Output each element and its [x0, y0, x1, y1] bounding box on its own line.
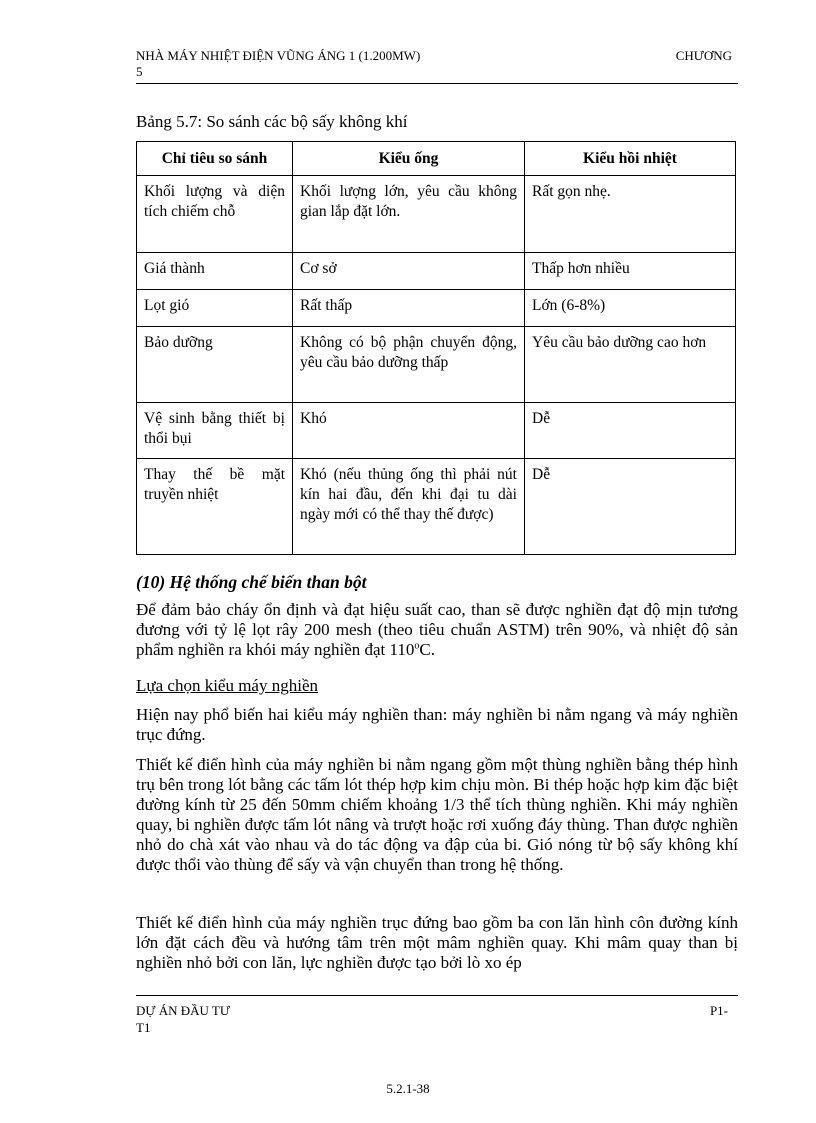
table-row [137, 253, 736, 290]
paragraph-fineness [136, 600, 738, 660]
table-row [137, 327, 736, 403]
paragraph-fineness-text: Để đảm bảo cháy ổn định và đạt hiệu suất cao, than sẽ được nghiền đạt độ mịn tương đương với tỷ lệ lọt rây 200 mesh (theo tiêu chuẩn ASTM) trên 90%, và nhiệt độ sản phẩm nghiền ra khói máy nghiền đạt 110 [136, 600, 738, 659]
subheading-mill-selection: Lựa chọn kiểu máy nghiền [136, 676, 318, 695]
table-cell: Thay thế bề mặt truyền nhiệt [137, 459, 293, 555]
col-header-criteria: Chỉ tiêu so sánh [137, 142, 293, 176]
table-header-row [137, 142, 736, 176]
paragraph-mill-types: Hiện nay phổ biến hai kiểu máy nghiền than: máy nghiền bi nằm ngang và máy nghiền trục đứng. [136, 705, 738, 744]
header-chapter-number: 5 [136, 64, 143, 79]
table-cell: Khối lượng lớn, yêu cầu không gian lắp đặt lớn. [293, 176, 525, 253]
degree-superscript: o [414, 640, 420, 652]
table-cell: Rất gọn nhẹ. [525, 176, 736, 253]
section-heading: (10) Hệ thống chế biến than bột [136, 572, 367, 592]
table-cell: Khó (nếu thủng ống thì phải nút kín hai đầu, đến khi đại tu dài ngày mới có thể thay thế được) [293, 459, 525, 555]
page-number: 5.2.1-38 [386, 1081, 430, 1096]
table-cell: Dễ [525, 403, 736, 459]
table-cell: Thấp hơn nhiều [525, 253, 736, 290]
table-cell: Bảo dưỡng [137, 327, 293, 403]
header-chapter-label: CHƯƠNG [675, 48, 732, 63]
table-row [137, 176, 736, 253]
footer-project-label-cont: T1 [136, 1020, 151, 1035]
header-rule [136, 83, 738, 84]
table-cell: Dễ [525, 459, 736, 555]
footer-part-label: P1- [709, 1003, 728, 1018]
paragraph-fineness-unit: C. [419, 640, 435, 659]
comparison-table [136, 141, 736, 555]
table-cell: Khó [293, 403, 525, 459]
footer-rule [136, 995, 738, 996]
table-cell: Lọt gió [137, 290, 293, 327]
table-row [137, 403, 736, 459]
table-cell: Yêu cầu bảo dưỡng cao hơn [525, 327, 736, 403]
table-cell: Vệ sinh bằng thiết bị thổi bụi [137, 403, 293, 459]
table-cell: Cơ sở [293, 253, 525, 290]
table-cell: Rất thấp [293, 290, 525, 327]
table-cell: Giá thành [137, 253, 293, 290]
col-header-tubular: Kiểu ống [293, 142, 525, 176]
footer-project-label: DỰ ÁN ĐẦU TƯ [136, 1003, 230, 1018]
table-cell: Lớn (6-8%) [525, 290, 736, 327]
table-caption: Bảng 5.7: So sánh các bộ sấy không khí [136, 112, 408, 131]
table-row [137, 290, 736, 327]
col-header-regenerative: Kiểu hồi nhiệt [525, 142, 736, 176]
table-cell: Khối lượng và diện tích chiếm chỗ [137, 176, 293, 253]
table-cell: Không có bộ phận chuyển động, yêu cầu bảo dưỡng thấp [293, 327, 525, 403]
table-row [137, 459, 736, 555]
header-project-title: NHÀ MÁY NHIỆT ĐIỆN VŨNG ÁNG 1 (1.200MW) [136, 48, 421, 63]
paragraph-vertical-mill: Thiết kế điển hình của máy nghiền trục đứng bao gồm ba con lăn hình côn đường kính lớn đặt cách đều và hướng tâm trên một mâm nghiền quay. Khi mâm quay than bị nghiền nhỏ bởi con lăn, lực nghiền được tạo bởi lò xo ép [136, 913, 738, 972]
paragraph-ball-mill: Thiết kế điển hình của máy nghiền bi nằm ngang gồm một thùng nghiền bằng thép hình trụ bên trong lót bằng các tấm lót thép hợp kim chịu mòn. Bi thép hoặc hợp kim đặc biệt đường kính từ 25 đến 50mm chiếm khoảng 1/3 thể tích thùng nghiền. Khi máy nghiền quay, bi nghiền được tấm lót nâng và trượt hoặc rơi xuống đáy thùng. Than được nghiền nhỏ do chà xát vào nhau và do tác động va đập của bi. Gió nóng từ bộ sấy không khí được thổi vào thùng để sấy và vận chuyển than trong hệ thống. [136, 755, 738, 874]
